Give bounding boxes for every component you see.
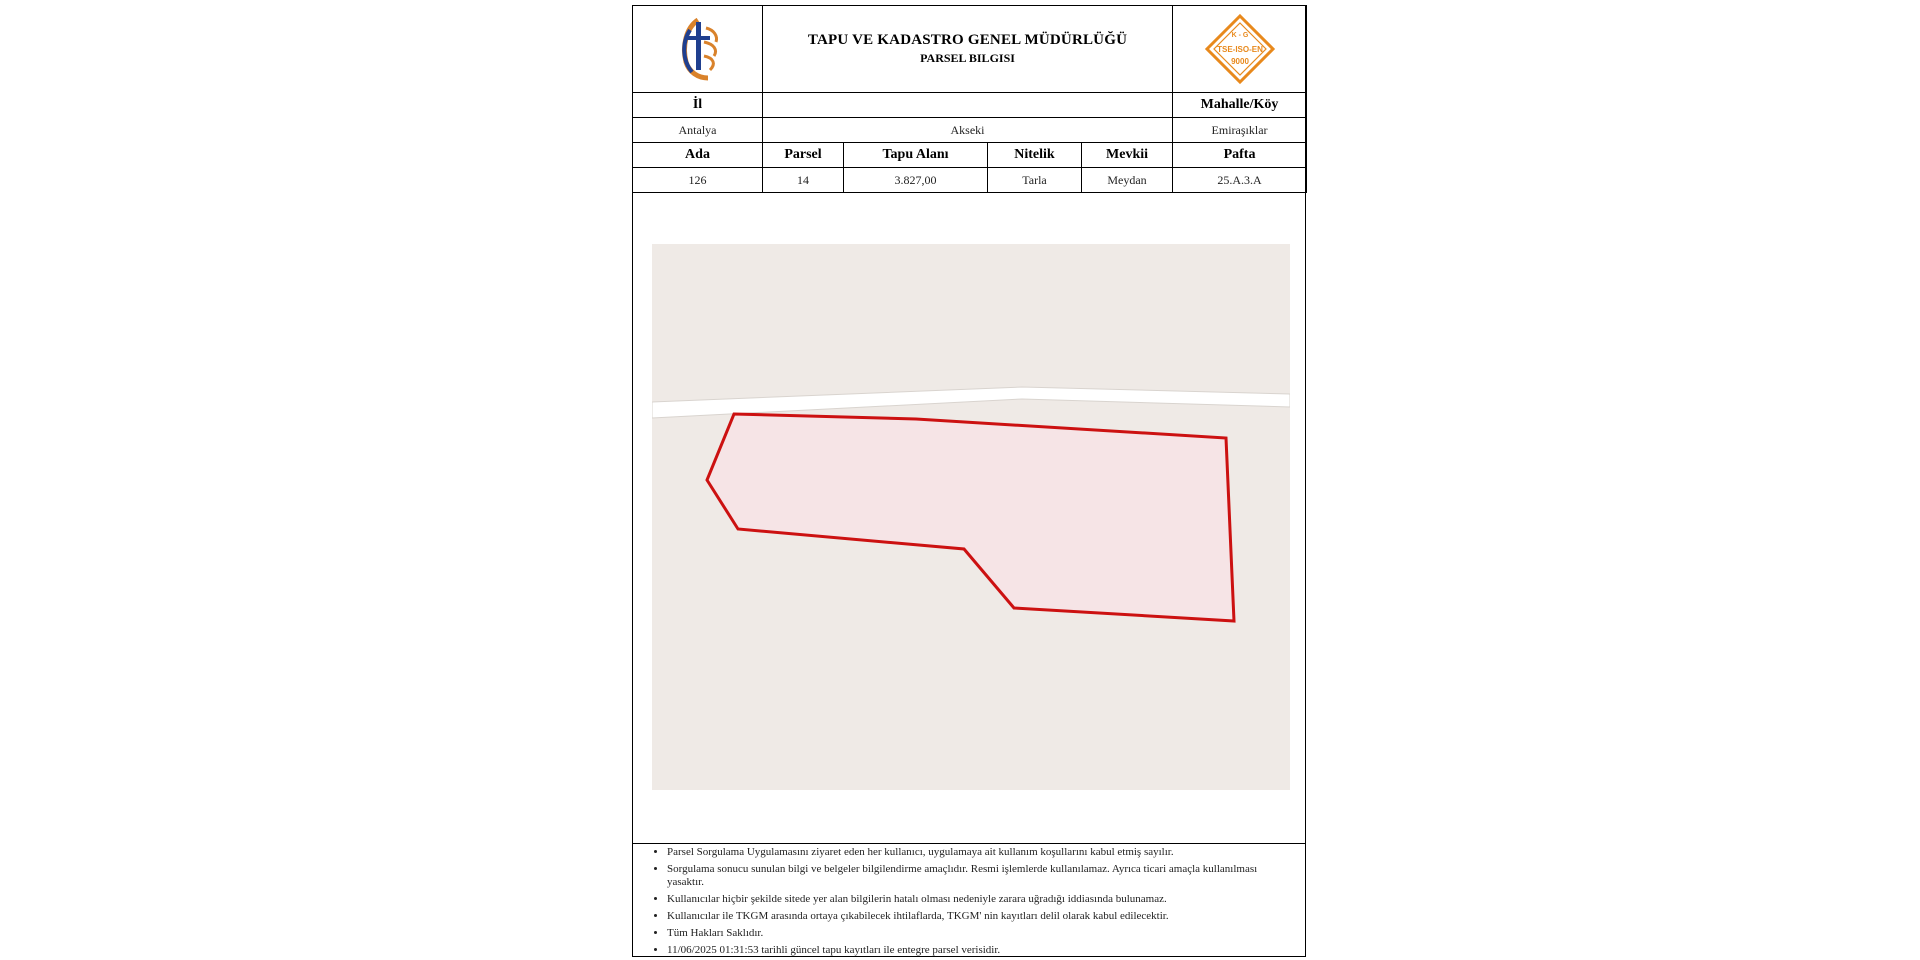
tapu-alani-value: 3.827,00 [844, 168, 988, 193]
ada-label: Ada [633, 143, 763, 168]
seal-kg-text: K - G [1231, 32, 1248, 39]
nitelik-value: Tarla [988, 168, 1082, 193]
parcel-map[interactable] [652, 244, 1290, 790]
disclaimer-item: • Tüm Hakları Saklıdır. [667, 927, 1305, 940]
ilce-value: Akseki [763, 118, 1173, 143]
pafta-value: 25.A.3.A [1173, 168, 1307, 193]
nitelik-label: Nitelik [988, 143, 1082, 168]
page-subtitle: PARSEL BILGISI [920, 51, 1015, 65]
parcel-document [632, 5, 1306, 957]
parcel-map-svg[interactable] [652, 244, 1290, 790]
parsel-value: 14 [763, 168, 844, 193]
logo-cell [633, 6, 763, 93]
disclaimer-item: • Sorgulama sonucu sunulan bilgi ve belgeler bilgilendirme amaçlıdır. Resmi işlemlerde kullanılamaz. Ayrıca ticari amaçla kullanılması yasaktır. [667, 863, 1305, 889]
mevkii-label: Mevkii [1082, 143, 1173, 168]
ada-value: 126 [633, 168, 763, 193]
disclaimer-item: • Parsel Sorgulama Uygulamasını ziyaret eden her kullanıcı, uygulamaya ait kullanım koşullarını kabul etmiş sayılır. [667, 846, 1305, 859]
parcel-info-table [632, 5, 1307, 193]
disclaimer-footer [633, 843, 1305, 958]
seal-standard-text: TSE-ISO-EN [1216, 45, 1263, 54]
tkgm-logo [668, 16, 728, 82]
ilce-label [763, 93, 1173, 118]
disclaimer-item: • Kullanıcılar ile TKGM arasında ortaya çıkabilecek ihtilaflarda, TKGM' nin kayıtları delil olarak kabul edilecektir. [667, 910, 1305, 923]
mahalle-value: Emiraşıklar [1173, 118, 1307, 143]
seal-number-text: 9000 [1230, 57, 1249, 66]
il-label: İl [633, 93, 763, 118]
il-value: Antalya [633, 118, 763, 143]
tapu-alani-label: Tapu Alanı [844, 143, 988, 168]
mevkii-value: Meydan [1082, 168, 1173, 193]
disclaimer-list [633, 846, 1305, 957]
header-title-cell [763, 6, 1173, 93]
disclaimer-item: • 11/06/2025 01:31:53 tarihli güncel tapu kayıtları ile entegre parsel verisidir. [667, 944, 1305, 957]
pafta-label: Pafta [1173, 143, 1307, 168]
page-title: TAPU VE KADASTRO GENEL MÜDÜRLÜĞÜ [807, 32, 1128, 48]
parsel-label: Parsel [763, 143, 844, 168]
mahalle-label: Mahalle/Köy [1173, 93, 1307, 118]
tse-seal-icon [1204, 13, 1276, 85]
disclaimer-item: • Kullanıcılar hiçbir şekilde sitede yer alan bilgilerin hatalı olması nedeniyle zarara uğradığı iddiasında bulunamaz. [667, 893, 1305, 906]
seal-cell [1173, 6, 1307, 93]
